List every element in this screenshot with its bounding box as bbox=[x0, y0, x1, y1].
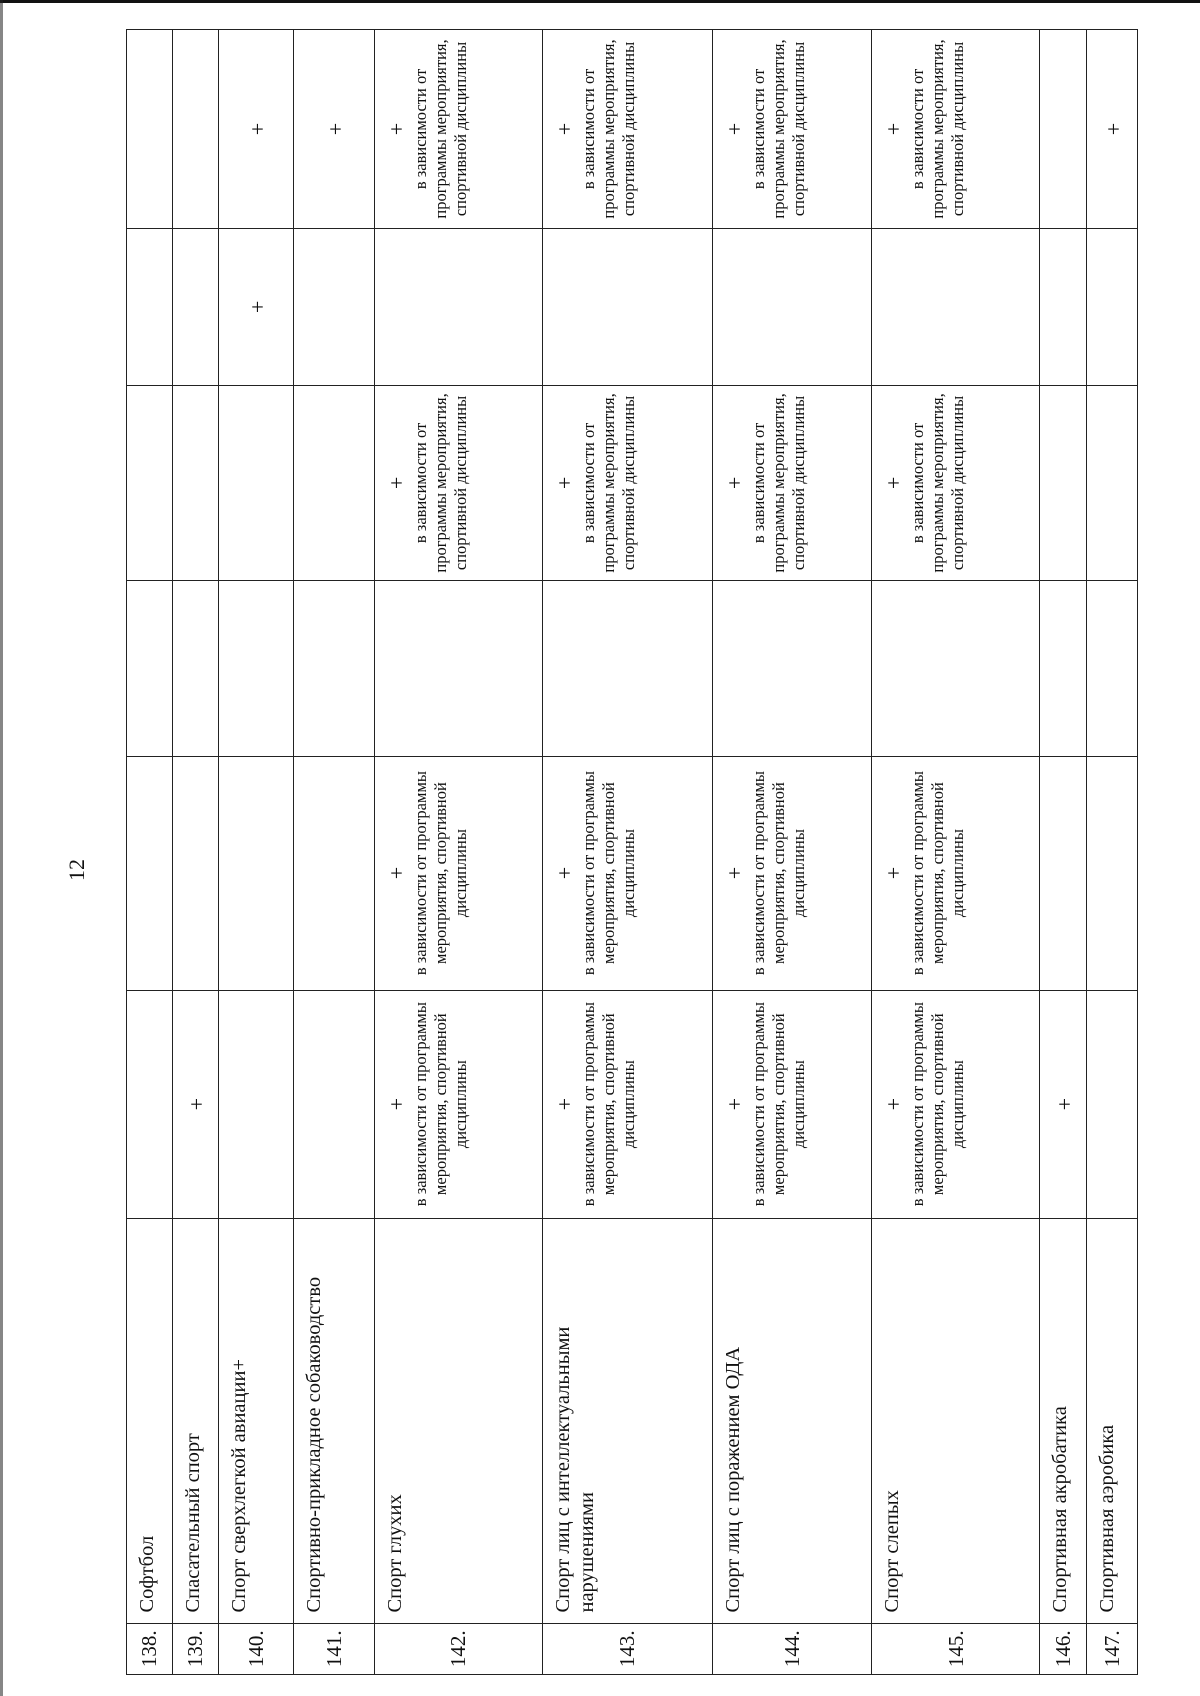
note-text: в зависимости от программы мероприятия, спортивной дисциплины bbox=[578, 39, 638, 219]
plus-mark bbox=[218, 30, 293, 229]
table-row bbox=[1086, 30, 1137, 1675]
plus-with-note bbox=[712, 990, 871, 1218]
plus-sign: + bbox=[551, 1097, 577, 1111]
sport-name: Спорт лиц с поражением ОДА bbox=[712, 1218, 871, 1623]
note-text: в зависимости от программы мероприятия, спортивной дисциплины bbox=[578, 1002, 638, 1207]
plus-sign: + bbox=[383, 476, 409, 490]
sport-name: Спорт глухих bbox=[374, 1218, 542, 1623]
note-text: в зависимости от программы мероприятия, спортивной дисциплины bbox=[578, 771, 638, 976]
sport-name: Спасательный спорт bbox=[172, 1218, 218, 1623]
plus-with-note bbox=[712, 385, 871, 580]
table-row bbox=[218, 30, 293, 1675]
note-text: в зависимости от программы мероприятия, спортивной дисциплины bbox=[748, 39, 808, 219]
sport-name: Спорт слепых bbox=[871, 1218, 1039, 1623]
row-number: 146. bbox=[1040, 1623, 1087, 1674]
plus-with-note bbox=[374, 756, 542, 990]
table-row bbox=[712, 30, 871, 1675]
plus-sign: + bbox=[244, 122, 270, 136]
note-text: в зависимости от программы мероприятия, спортивной дисциплины bbox=[578, 393, 638, 573]
plus-with-note bbox=[542, 30, 712, 229]
table-row bbox=[374, 30, 542, 1675]
plus-sign: + bbox=[721, 122, 747, 136]
row-number: 144. bbox=[712, 1623, 871, 1674]
row-number: 138. bbox=[127, 1623, 173, 1674]
sport-name: Софтбол bbox=[127, 1218, 173, 1623]
plus-with-note bbox=[542, 385, 712, 580]
plus-sign: + bbox=[721, 476, 747, 490]
plus-sign: + bbox=[383, 866, 409, 880]
plus-sign: + bbox=[244, 300, 270, 314]
note-text: в зависимости от программы мероприятия, спортивной дисциплины bbox=[748, 771, 808, 976]
note-text: в зависимости от программы мероприятия, спортивной дисциплины bbox=[907, 39, 967, 219]
plus-sign: + bbox=[1052, 1097, 1078, 1111]
plus-sign: + bbox=[551, 476, 577, 490]
note-text: в зависимости от программы мероприятия, спортивной дисциплины bbox=[907, 771, 967, 976]
scan-left-edge bbox=[0, 0, 3, 1696]
plus-sign: + bbox=[880, 476, 906, 490]
plus-with-note bbox=[712, 30, 871, 229]
table-row bbox=[542, 30, 712, 1675]
sport-name: Спортивная акробатика bbox=[1040, 1218, 1087, 1623]
note-text: в зависимости от программы мероприятия, спортивной дисциплины bbox=[748, 393, 808, 573]
note-text: в зависимости от программы мероприятия, спортивной дисциплины bbox=[410, 39, 470, 219]
page-number: 12 bbox=[64, 859, 89, 881]
note-text: в зависимости от программы мероприятия, спортивной дисциплины bbox=[907, 393, 967, 573]
table-row bbox=[1040, 30, 1087, 1675]
plus-sign: + bbox=[880, 1097, 906, 1111]
plus-sign: + bbox=[551, 122, 577, 136]
row-number: 143. bbox=[542, 1623, 712, 1674]
plus-with-note bbox=[542, 990, 712, 1218]
sport-name: Спортивно-прикладное собаководство bbox=[294, 1218, 375, 1623]
plus-sign: + bbox=[880, 866, 906, 880]
plus-with-note bbox=[712, 756, 871, 990]
note-text: в зависимости от программы мероприятия, спортивной дисциплины bbox=[748, 1002, 808, 1207]
plus-sign: + bbox=[383, 1097, 409, 1111]
table-row bbox=[871, 30, 1039, 1675]
plus-with-note bbox=[374, 990, 542, 1218]
plus-mark bbox=[172, 990, 218, 1218]
note-text: в зависимости от программы мероприятия, спортивной дисциплины bbox=[410, 771, 470, 976]
note-text: в зависимости от программы мероприятия, спортивной дисциплины bbox=[410, 1002, 470, 1207]
plus-with-note bbox=[542, 756, 712, 990]
note-text: в зависимости от программы мероприятия, спортивной дисциплины bbox=[410, 393, 470, 573]
plus-sign: + bbox=[184, 1097, 210, 1111]
sport-name: Спортивная аэробика bbox=[1086, 1218, 1137, 1623]
plus-with-note bbox=[871, 990, 1039, 1218]
plus-sign: + bbox=[322, 122, 348, 136]
sport-name: Спорт сверхлегкой авиации+ bbox=[218, 1218, 293, 1623]
row-number: 141. bbox=[294, 1623, 375, 1674]
note-text: в зависимости от программы мероприятия, спортивной дисциплины bbox=[907, 1002, 967, 1207]
row-number: 147. bbox=[1086, 1623, 1137, 1674]
row-number: 145. bbox=[871, 1623, 1039, 1674]
row-number: 140. bbox=[218, 1623, 293, 1674]
plus-mark bbox=[218, 228, 293, 385]
table-row bbox=[127, 30, 173, 1675]
row-number: 142. bbox=[374, 1623, 542, 1674]
plus-with-note bbox=[871, 30, 1039, 229]
plus-sign: + bbox=[383, 122, 409, 136]
plus-sign: + bbox=[721, 866, 747, 880]
plus-with-note bbox=[374, 30, 542, 229]
plus-with-note bbox=[871, 385, 1039, 580]
table-row bbox=[294, 30, 375, 1675]
plus-with-note bbox=[871, 756, 1039, 990]
plus-mark bbox=[1040, 990, 1087, 1218]
plus-with-note bbox=[374, 385, 542, 580]
sports-table bbox=[126, 29, 1138, 1675]
sport-name: Спорт лиц с интеллектуальными нарушениями bbox=[542, 1218, 712, 1623]
plus-sign: + bbox=[551, 866, 577, 880]
table-row bbox=[172, 30, 218, 1675]
plus-mark bbox=[1086, 30, 1137, 229]
plus-sign: + bbox=[721, 1097, 747, 1111]
plus-sign: + bbox=[880, 122, 906, 136]
plus-mark bbox=[294, 30, 375, 229]
plus-sign: + bbox=[1100, 122, 1126, 136]
scan-top-edge bbox=[0, 0, 1200, 3]
row-number: 139. bbox=[172, 1623, 218, 1674]
